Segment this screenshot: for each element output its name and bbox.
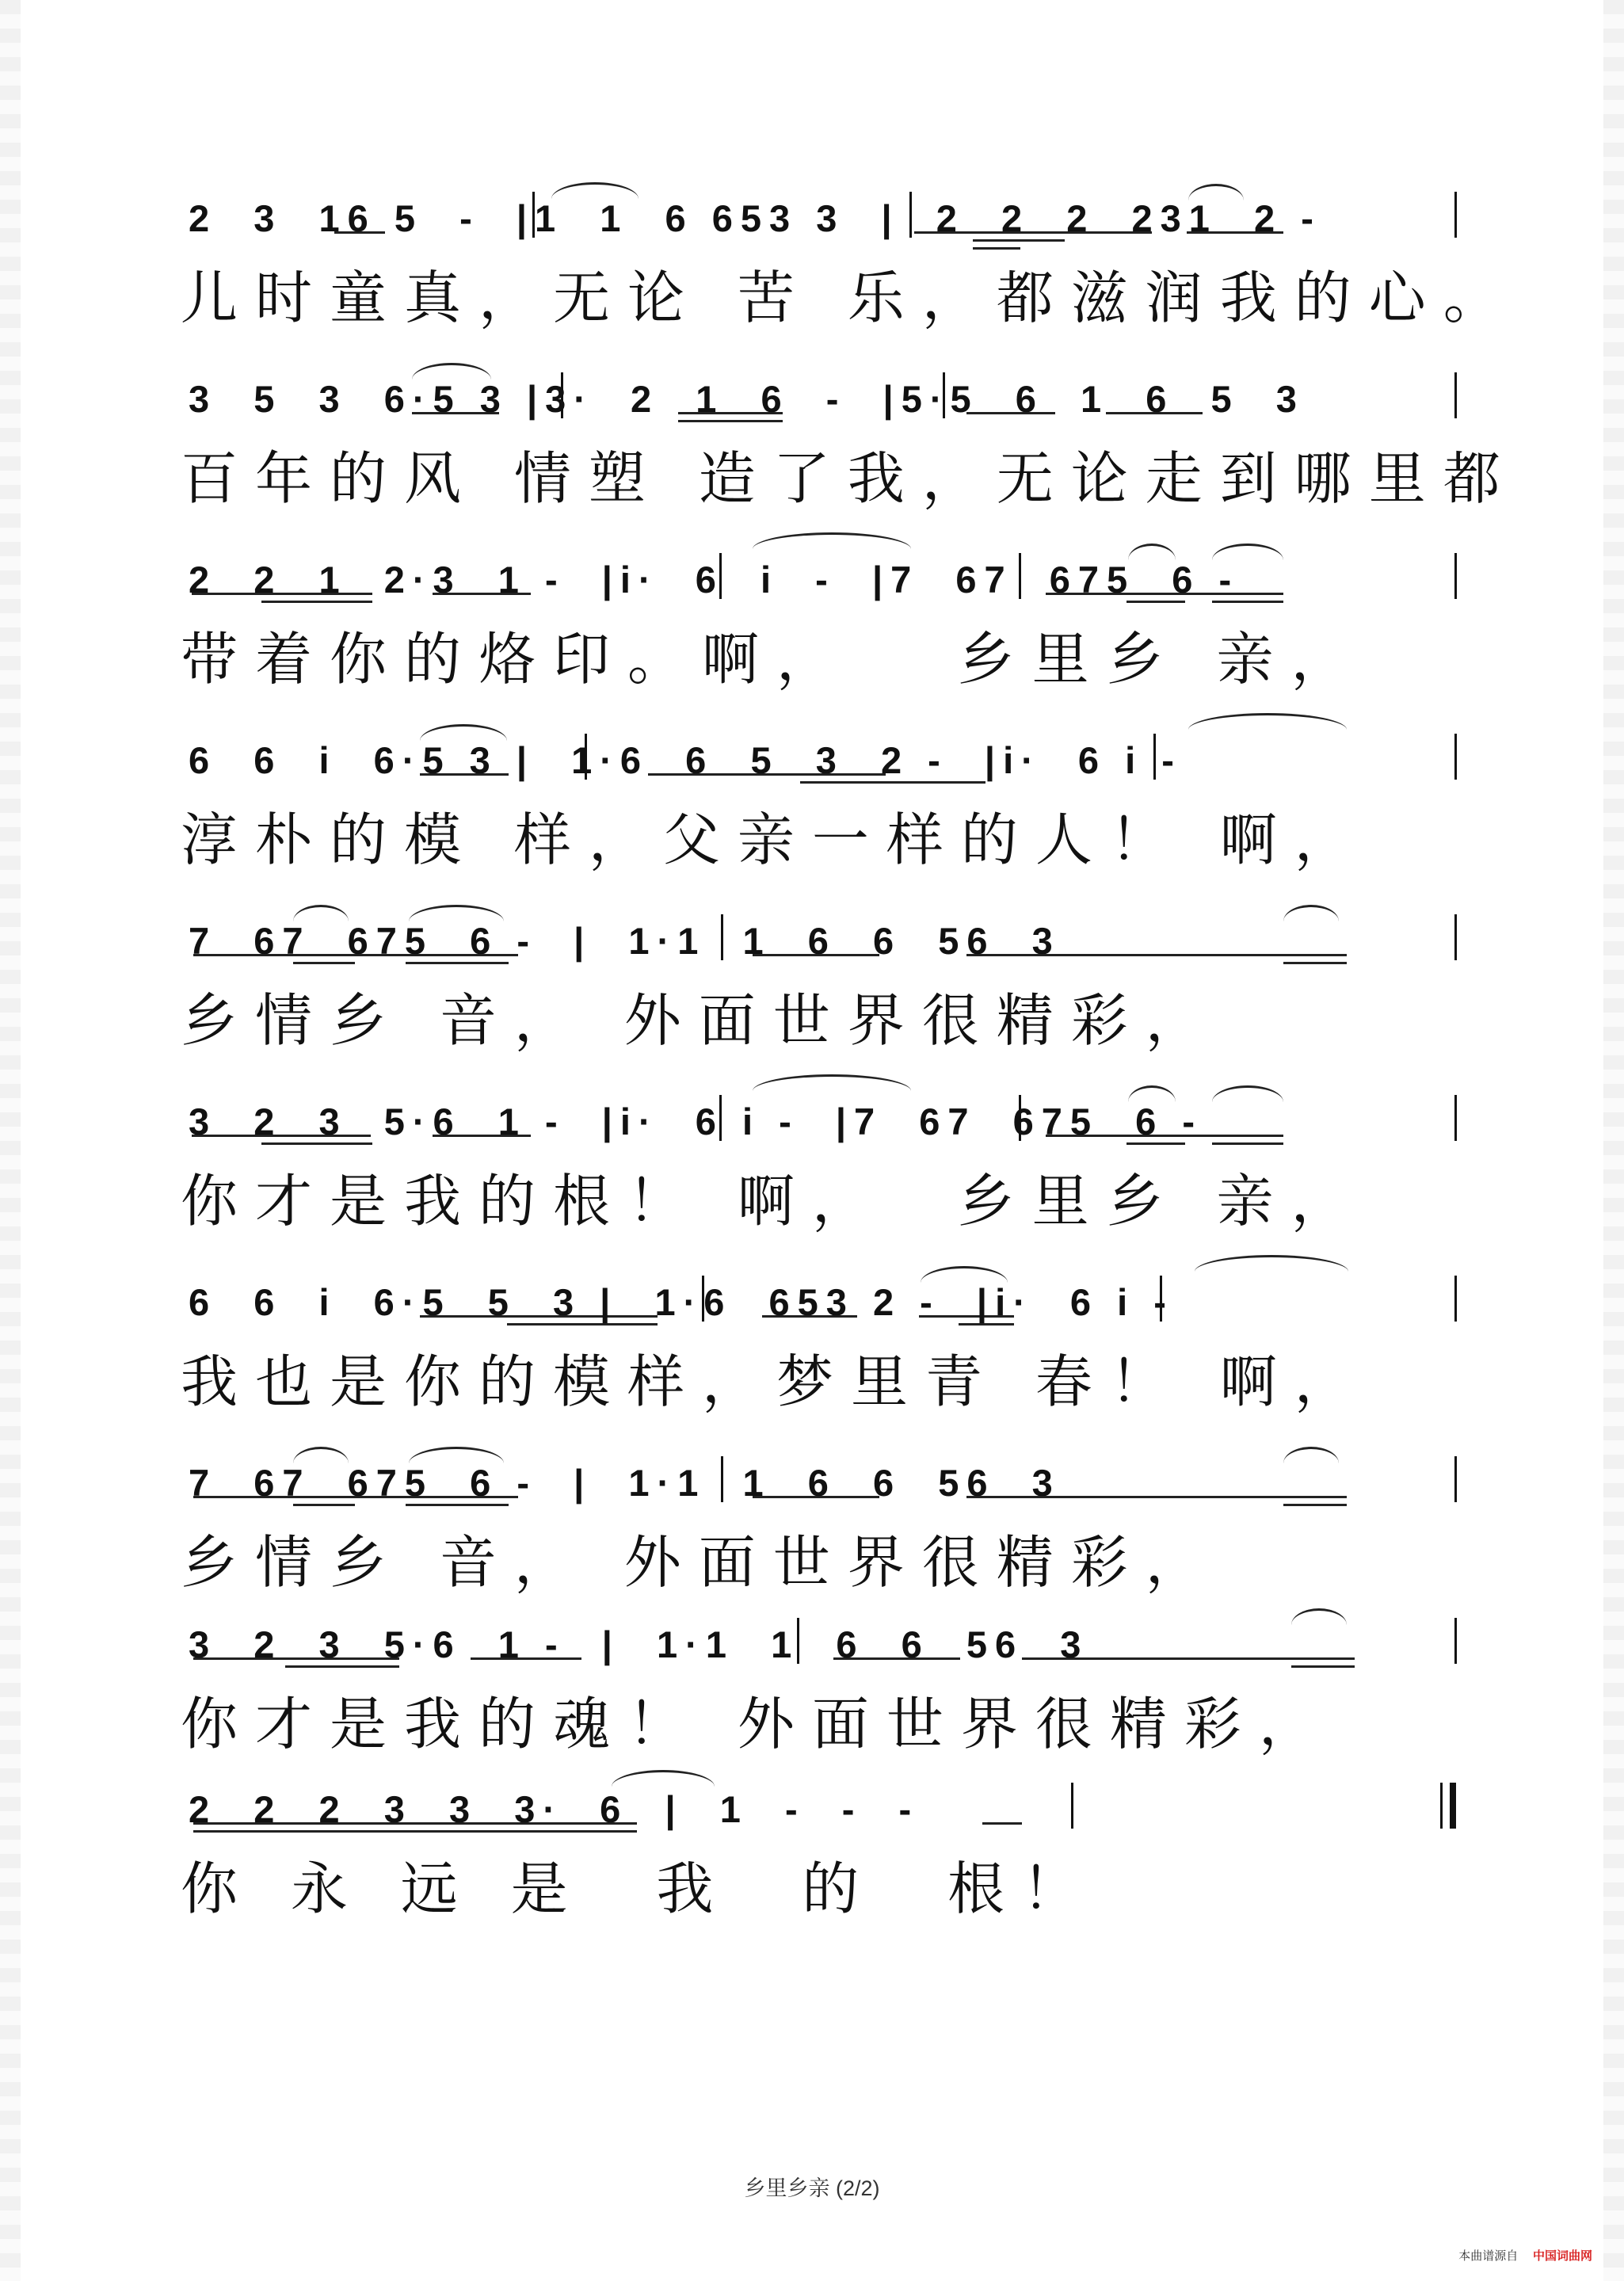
score-row-3 [0,544,1624,726]
lyrics-line: 淳朴的模 样，父亲一样的人！ 啊， [181,807,1369,873]
jianpu-notes: 7 67 675 6 - | 1·1 1 6 6 56 3 [189,1462,1061,1504]
jianpu-notes: 6 6 i 6·5 5 3 | 1·6 653 2 - |i· 6 i - [189,1281,1174,1323]
score-row-5 [0,905,1624,1087]
jianpu-notes: 7 67 675 6 - | 1·1 1 6 6 56 3 [189,920,1061,962]
jianpu-notes: 6 6 i 6·5 3 | 1·6 6 5 3 2 - |i· 6 i - [189,739,1182,781]
notation-line [189,905,1458,976]
lyrics-line: 你才是我的魂！ 外面世界很精彩， [181,1691,1333,1757]
lyrics-line: 你才是我的根！ 啊， 乡里乡 亲， [181,1168,1366,1234]
lyrics-line: 带着你的烙印。啊， 乡里乡 亲， [181,626,1366,692]
score-row-8 [0,1447,1624,1629]
notation-line [189,1447,1458,1518]
jianpu-notes: 3 2 3 5·6 1 - | 1·1 1 6 6 56 3 [189,1623,1089,1665]
notation-line [189,1773,1458,1844]
credit-site-link[interactable]: 中国词曲网 [1532,2249,1592,2263]
score-row-7 [0,1266,1624,1448]
score-row-9 [0,1608,1624,1791]
source-credit [1458,2247,1592,2264]
score-row-1 [0,182,1624,364]
notation-line [189,724,1458,795]
page-label: 乡里乡亲 (2/2) [744,2176,880,2200]
lyrics-line: 乡情乡 音， 外面世界很精彩， [181,1529,1220,1596]
lyrics-line: 百年的风 情塑 造了我，无论走到哪里都 [181,445,1518,512]
lyrics-line: 乡情乡 音， 外面世界很精彩， [181,987,1220,1054]
notation-line [189,1266,1458,1337]
lyrics-line: 儿时童真，无论 苦 乐，都滋润我的心。 [181,265,1518,331]
notation-line [189,1608,1458,1680]
credit-source: 本曲谱源自 [1458,2249,1519,2263]
notation-line [189,544,1458,615]
score-row-6 [0,1085,1624,1268]
notation-line [189,1085,1458,1157]
page-footer [0,2171,1624,2202]
notation-line [189,363,1458,434]
notation-line [189,182,1458,254]
lyrics-line: 我也是你的模样，梦里青 春！ 啊， [181,1348,1369,1415]
lyrics-line: 你 永 远 是 我 的 根！ [181,1856,1096,1922]
jianpu-notes: 3 5 3 6·5 3 |3· 2 1 6 - |5·5 6 1 6 5 3 [189,378,1305,420]
jianpu-notes: 3 2 3 5·6 1 - |i· 6 i - |7 67 675 6 - [189,1100,1203,1142]
score-row-2 [0,363,1624,545]
score-row-10 [0,1773,1624,1955]
jianpu-notes: 2 3 16 5 - |1 1 6 653 3 | 2 2 2 231 2 - [189,197,1321,239]
score-row-4 [0,724,1624,906]
jianpu-notes: 2 2 1 2·3 1 - |i· 6 i - |7 67 675 6 - [189,559,1240,601]
jianpu-notes: 2 2 2 3 3 3· 6 | 1 - - - [189,1788,920,1830]
